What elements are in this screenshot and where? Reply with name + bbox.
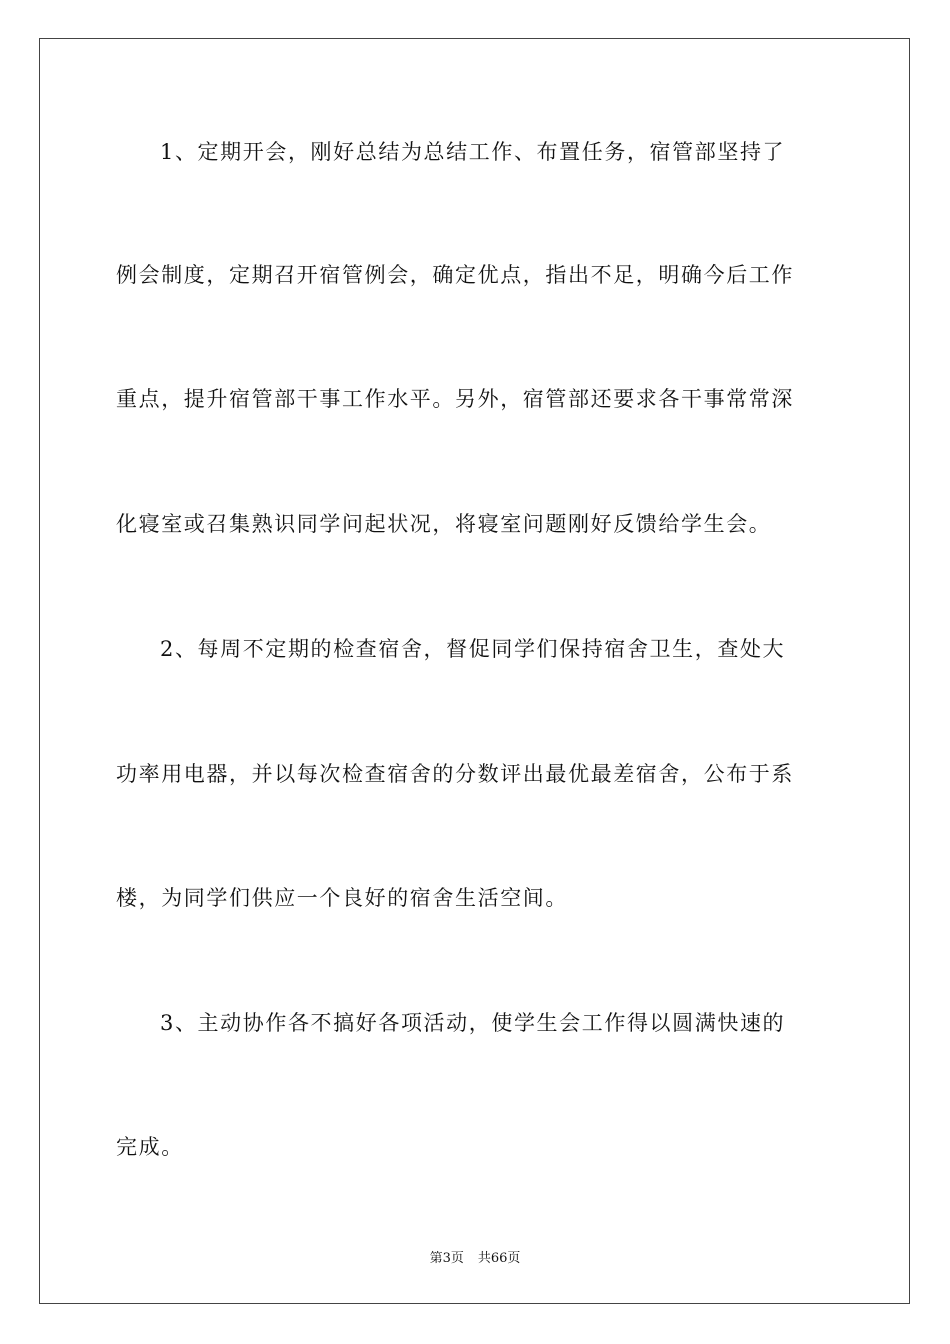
paragraph-2-line-2: 功率用电器，并以每次检查宿舍的分数评出最优最差宿舍，公布于系	[116, 762, 794, 786]
paragraph-1-line-1: 1、定期开会，刚好总结为总结工作、布置任务，宿管部坚持了	[160, 140, 786, 164]
total-pages: 共66页	[477, 1251, 521, 1266]
paragraph-3-line-2: 完成。	[116, 1135, 184, 1159]
paragraph-1-line-2: 例会制度，定期召开宿管例会，确定优点，指出不足，明确今后工作	[116, 263, 794, 287]
page-number: 第3页	[429, 1251, 464, 1266]
page-border	[39, 38, 910, 1304]
paragraph-3-line-1: 3、主动协作各不搞好各项活动，使学生会工作得以圆满快速的	[160, 1011, 786, 1035]
paragraph-1-line-4: 化寝室或召集熟识同学问起状况，将寝室问题刚好反馈给学生会。	[116, 512, 772, 536]
paragraph-2-line-3: 楼，为同学们供应一个良好的宿舍生活空间。	[116, 886, 568, 910]
paragraph-1-line-3: 重点，提升宿管部干事工作水平。另外，宿管部还要求各干事常常深	[116, 387, 794, 411]
page-footer	[0, 1247, 950, 1266]
paragraph-2-line-1: 2、每周不定期的检查宿舍，督促同学们保持宿舍卫生，查处大	[160, 637, 786, 661]
